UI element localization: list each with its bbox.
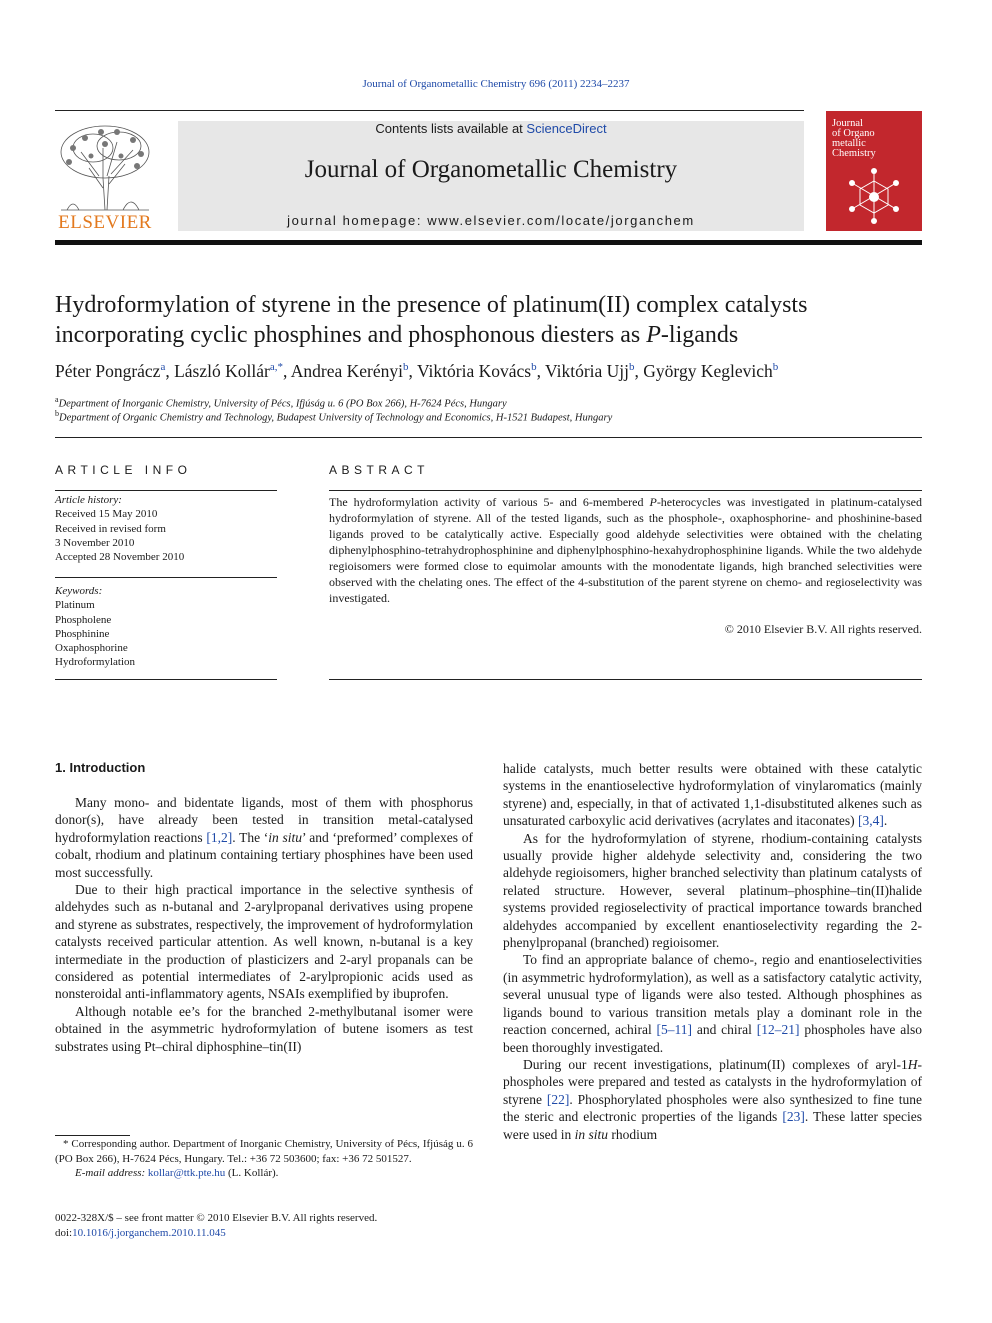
body-text: . These latter species were used in [503, 1109, 922, 1142]
reference-link[interactable]: [23] [782, 1109, 805, 1125]
author-separator: , [634, 361, 644, 381]
article-info-bottom-rule [55, 679, 277, 680]
cover-title-line: metallic [832, 138, 866, 149]
keyword-item: Oxaphosphorine [55, 642, 128, 655]
history-label: Article history: [55, 494, 122, 506]
journal-homepage [178, 213, 804, 228]
journal-citation[interactable]: Journal of Organometallic Chemistry 696 (2011) 2234–2237 [362, 78, 630, 90]
author-affiliation-mark[interactable]: b [531, 361, 537, 374]
author-separator: , [282, 361, 291, 381]
body-paragraph [503, 951, 922, 1055]
title-text: incorporating cyclic phosphines and phosphonous diesters as [55, 322, 647, 348]
front-matter [55, 1211, 473, 1241]
footnote-rule [55, 1135, 130, 1136]
cover-title-line: Chemistry [832, 148, 876, 159]
abstract-italic: P [649, 495, 657, 509]
publisher-wordmark: ELSEVIER [58, 212, 152, 233]
body-text: rhodium [608, 1126, 658, 1142]
history-item: Accepted 28 November 2010 [55, 551, 185, 564]
homepage-prefix: journal homepage: [287, 213, 428, 228]
article-info-rule [55, 490, 277, 491]
body-text: To find an appropriate balance of chemo-, regio and enantioselectivities (in asymmetric hydroformylation), as well as a satisfactory catalytic activity, several unusual type of ligands were also tested. Although phosphines as ligands bound to various transition metals play a dominant role in the reaction concerned, achiral [503, 952, 922, 1038]
affiliation-a [55, 395, 935, 410]
body-italic: H [907, 1056, 918, 1072]
body-italic: in situ [268, 829, 302, 845]
author-affiliation-mark[interactable]: b [403, 361, 409, 374]
title-line-1: Hydroformylation of styrene in the presence of platinum(II) complex catalysts [55, 292, 808, 318]
body-text: . Phosphorylated phospholes were also synthesized to fine tune the steric and electronic properties of the ligands [503, 1091, 923, 1125]
author-name: Viktória Ujj [545, 361, 630, 381]
author-affiliation-mark[interactable]: b [629, 361, 635, 374]
section-heading-introduction: 1. Introduction [55, 760, 146, 775]
body-italic: in situ [574, 1126, 608, 1142]
front-matter-text: 0022-328X/$ – see front matter © 2010 Elsevier B.V. All rights reserved. [55, 1212, 378, 1224]
affiliation-mark: b [55, 409, 59, 418]
cover-molecule-graphic [844, 165, 904, 227]
body-paragraph [55, 794, 473, 881]
body-text: ’ and ‘preformed’ complexes of cobalt, rhodium and platinum containing tertiary phosphines have been used most successfully. [55, 829, 473, 880]
author-list [55, 361, 935, 382]
homepage-url[interactable]: www.elsevier.com/locate/jorganchem [427, 213, 695, 228]
footnote-email [55, 1166, 473, 1181]
title-line-2 [55, 320, 935, 350]
abstract-text-part: The hydroformylation activity of various 5- and 6-membered [329, 495, 650, 509]
reference-link[interactable]: [12–21] [756, 1022, 800, 1038]
contents-prefix: Contents lists available at [375, 121, 527, 136]
history-item: 3 November 2010 [55, 536, 135, 549]
affiliation-mark: a [55, 395, 59, 404]
cover-title-line: Journal [832, 118, 863, 129]
email-label: E-mail address: [75, 1167, 148, 1179]
author-name: György Keglevich [643, 361, 773, 381]
body-paragraph: Although notable ee’s for the branched 2-methylbutanal isomer were obtained in the asymmetric hydroformylation of butene isomers as test substrates using Pt–chiral diphosphine–tin(II) [55, 1003, 473, 1054]
body-text: Many mono- and bidentate ligands, most of them with phosphorus donor(s), have already been tested in transition metal-catalysed hydroformylation reactions [55, 795, 473, 845]
history-item: Received 15 May 2010 [55, 508, 158, 521]
abstract-text-part: -heterocycles was investigated in platinum-catalysed hydroformylation of styrene. All of the tested ligands, such as the phosphole-, oxaphosphorine- and phoshinine-based ligands proved to be catalytically active. Especially good aldehyde selectivities were obtained with the chelating diphenylphosphino-tetrahydrophosphinine and diphenylphosphino-hexahydrophosphinine ligands. While the two aldehyde regioisomers were formed close to equimolar amounts with the monodentate ligands, high branched selectivities were observed with the chelating ones. The effect of the 4-substitution of the parent styrene on chemo- and regioselectivity was investigated. [329, 495, 922, 605]
author-affiliation-mark[interactable]: a [160, 361, 166, 374]
article-history [55, 493, 277, 564]
reference-link[interactable]: [1,2] [206, 829, 233, 845]
author-affiliation-mark[interactable]: a,* [269, 361, 283, 374]
author-affiliation-mark[interactable]: b [772, 361, 779, 374]
reference-link[interactable]: [5–11] [656, 1022, 693, 1038]
body-text: . The ‘ [232, 829, 269, 845]
keywords-rule [55, 577, 277, 578]
body-text: and chiral [692, 1022, 757, 1038]
body-text: -phospholes were prepared and tested as catalysts in the hydroformylation of styrene [503, 1056, 922, 1107]
title-italic: P [646, 322, 661, 348]
author-separator: , [165, 361, 175, 381]
keywords [55, 584, 277, 670]
article-title [55, 290, 935, 350]
author-name: László Kollár [174, 361, 270, 381]
body-column-left [55, 794, 473, 1055]
affiliation-text: Department of Organic Chemistry and Technology, Budapest University of Technology and Economics, H-1521 Budapest, Hungary [59, 412, 613, 424]
body-paragraph: As for the hydroformylation of styrene, rhodium-containing catalysts usually provide higher aldehyde selectivity and, considering the two aldehyde regioisomers, higher branched selectivity than platinum catalysts of related structure. However, several platinum–phosphine–tin(II)halide systems provided regioselectivity of practical importance towards branched aldehydes accompanied by excellent enantioselectivity regarding the 2-phenylpropanal (branched) regioisomer. [503, 830, 922, 951]
journal-name: Journal of Organometallic Chemistry [304, 156, 678, 183]
keyword-item: Phospholene [55, 613, 112, 626]
reference-link[interactable]: [3,4] [857, 813, 884, 829]
title-text: -ligands [660, 322, 739, 348]
email-suffix: (L. Kollár). [225, 1167, 279, 1179]
body-text: halide catalysts, much better results were obtained with these catalytic systems in the enantioselective hydroformylation of vinylaromatics (mainly styrene) and, especially, in that of activated 1,1-disubstituted alkenes such as unsaturated carboxylic acid derivatives (acrylates and itaconates) [503, 761, 922, 829]
doi-label: doi: [55, 1227, 73, 1239]
body-text: . [883, 813, 888, 829]
keywords-label: Keywords: [55, 585, 103, 597]
keyword-item: Phosphinine [55, 627, 110, 640]
doi-line [55, 1226, 473, 1241]
abstract-heading: ABSTRACT [329, 463, 430, 477]
contents-line [178, 121, 804, 136]
email-link[interactable]: kollar@ttk.pte.hu [147, 1167, 226, 1179]
body-column-right [503, 760, 922, 1143]
abstract-rule [329, 490, 922, 491]
keyword-item: Platinum [55, 599, 95, 612]
doi-link[interactable]: 10.1016/j.jorganchem.2010.11.045 [72, 1227, 226, 1239]
sciencedirect-link[interactable]: ScienceDirect [526, 121, 607, 136]
abstract-bottom-rule [329, 679, 922, 680]
cover-title [832, 119, 918, 159]
author-separator: , [408, 361, 417, 381]
header-thick-rule [55, 240, 922, 245]
abstract-copyright: © 2010 Elsevier B.V. All rights reserved. [724, 622, 922, 636]
body-text: phospholes have also been thoroughly investigated. [503, 1022, 922, 1055]
author-name: Péter Pongrácz [55, 361, 161, 381]
affiliation-b [55, 409, 935, 424]
journal-cover [826, 111, 922, 231]
body-paragraph [503, 760, 922, 830]
reference-link[interactable]: [22] [546, 1091, 570, 1107]
author-name: Andrea Kerényi [290, 361, 404, 381]
affiliation-rule [55, 437, 922, 438]
history-item: Received in revised form [55, 522, 166, 535]
abstract-text [329, 494, 922, 606]
header-rule [55, 110, 804, 111]
body-text: During our recent investigations, platinum(II) complexes of aryl-1 [523, 1056, 908, 1072]
article-info-heading: ARTICLE INFO [55, 463, 192, 477]
footnote-text: * Corresponding author. Department of Inorganic Chemistry, University of Pécs, Ifjúság u. 6 (PO Box 266), H-7624 Pécs, Hungary. Tel.: +36 72 503600; fax: +36 72 501527. [55, 1138, 473, 1165]
cover-title-line: of Organo [832, 128, 875, 139]
affiliation-text: Department of Inorganic Chemistry, University of Pécs, Ifjúság u. 6 (PO Box 266), H-7624 Pécs, Hungary [58, 398, 507, 410]
body-paragraph [503, 1056, 922, 1143]
keyword-item: Hydroformylation [55, 656, 136, 669]
body-paragraph: Due to their high practical importance in the selective synthesis of aldehydes such as n-butanal and 2-arylpropanal derivatives using propene and styrene as substrates, respectively, the improvement of hydroformylation catalysts received particular attention. As well known, n-butanal is a key intermediate in the production of plasticizers and 2-aryl propanals can be considered as potential intermediates of 2-arylpropionic acids used as nonsteroidal anti-inflammatory agents, NSAIs exemplified by ibuprofen. [55, 882, 473, 1002]
author-separator: , [536, 361, 546, 381]
corresponding-author-footnote [55, 1137, 473, 1181]
author-name: Viktória Kovács [416, 361, 532, 381]
